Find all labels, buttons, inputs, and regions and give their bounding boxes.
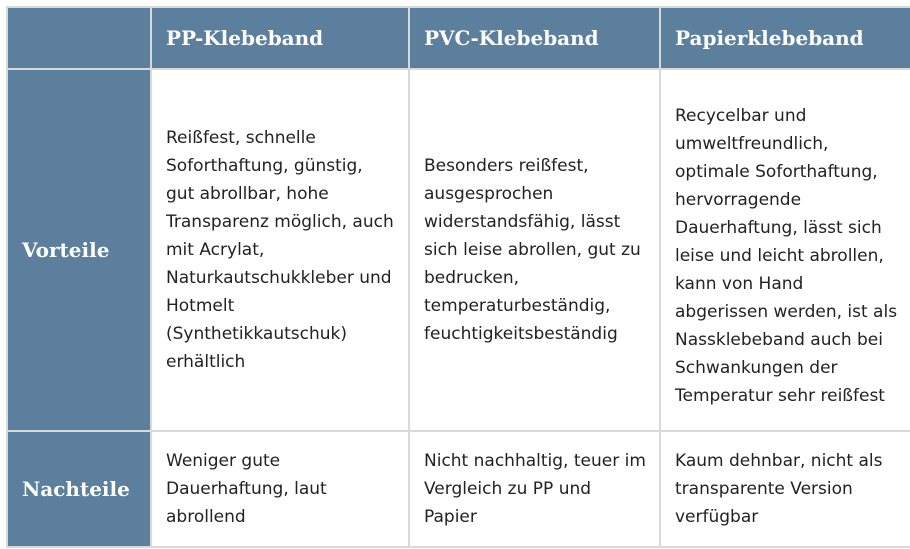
- table-header-row: [7, 7, 910, 69]
- comparison-table: [6, 6, 910, 548]
- row-header-nachteile: Nachteile: [7, 431, 151, 547]
- cell-nachteile-pvc: Nicht nachhaltig, teuer im Vergleich zu PP und Papier: [409, 431, 660, 547]
- table-row-vorteile: [7, 69, 910, 431]
- table-corner-cell: [7, 7, 151, 69]
- cell-vorteile-papier: Recycelbar und umweltfreundlich, optimale Soforthaftung, hervorragende Dauerhaftung, lässt sich leise und leicht abrollen, kann von Hand abgerissen werden, ist als Nassklebeband auch bei Schwankungen der Temperatur sehr reißfest: [660, 69, 910, 431]
- cell-nachteile-papier: Kaum dehnbar, nicht als transparente Version verfügbar: [660, 431, 910, 547]
- cell-vorteile-pp: Reißfest, schnelle Soforthaftung, günstig, gut abrollbar, hohe Transparenz möglich, auch mit Acrylat, Naturkautschukkleber und Hotmelt (Synthetikkautschuk) erhältlich: [151, 69, 409, 431]
- cell-vorteile-pvc: Besonders reißfest, ausgesprochen widerstandsfähig, lässt sich leise abrollen, gut zu bedrucken, temperaturbeständig, feuchtigkeitsbeständig: [409, 69, 660, 431]
- column-header-papier: Papierklebeband: [660, 7, 910, 69]
- column-header-pvc: PVC-Klebeband: [409, 7, 660, 69]
- table-row-nachteile: [7, 431, 910, 547]
- column-header-pp: PP-Klebeband: [151, 7, 409, 69]
- cell-nachteile-pp: Weniger gute Dauerhaftung, laut abrollend: [151, 431, 409, 547]
- row-header-vorteile: Vorteile: [7, 69, 151, 431]
